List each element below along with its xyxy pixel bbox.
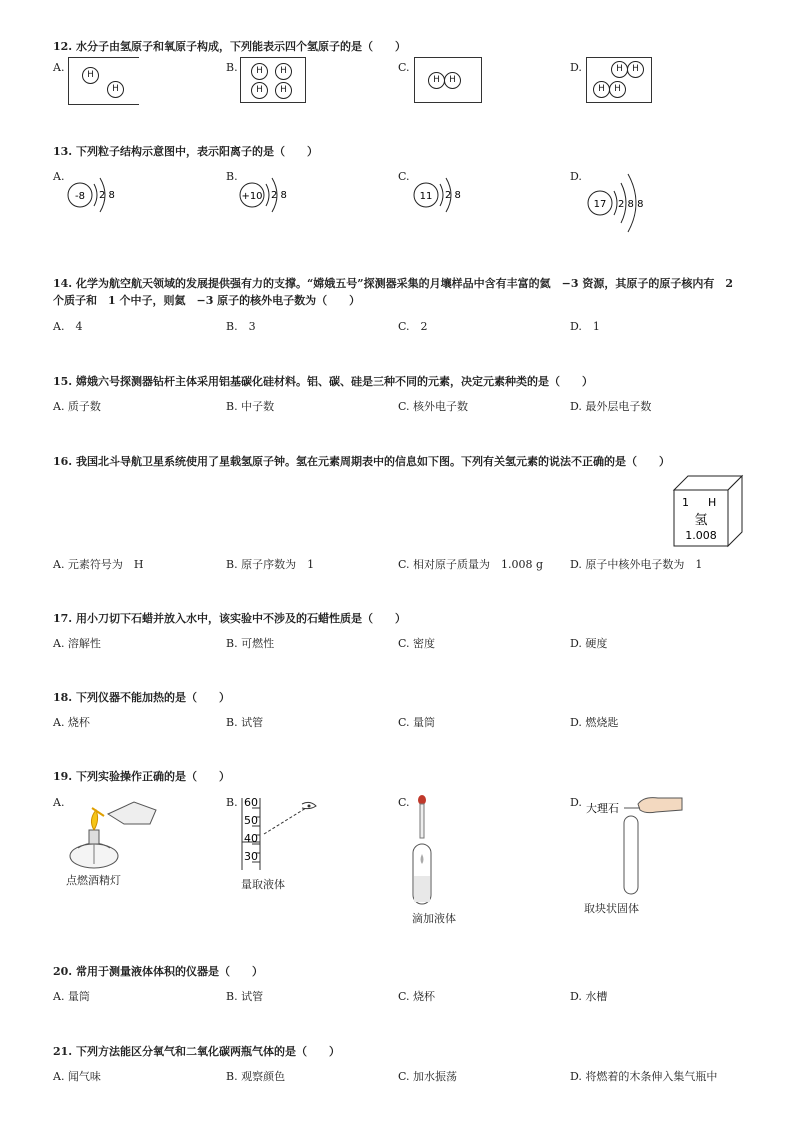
q21-option-d: D. 将燃着的木条伸入集气瓶中 (570, 1070, 718, 1083)
periodic-table-cell-hydrogen (672, 474, 744, 548)
q18-option-a: A. 烧杯 (53, 716, 90, 729)
q20-option-b: B. 试管 (226, 990, 264, 1003)
nucleus-charge: -8 (75, 191, 85, 202)
tick-30: 30 (244, 850, 258, 863)
hydrogen-atom: H (593, 81, 610, 98)
q18-option-d: D. 燃烧匙 (570, 716, 619, 729)
q14-stem: 14. 化学为航空航天领域的发展提供强有力的支撑。“嫦娥五号”探测器采集的月壤样品中含有丰富的氦 −3 资源，其原子的原子核内有 2 个质子和 1 个中子，则氦 −3 原子的核外电子数为（ ） (53, 277, 733, 307)
caption-light-lamp: 点燃酒精灯 (66, 874, 121, 887)
q12-label-a: A. (53, 61, 65, 74)
q13-label-b: B. (226, 170, 238, 183)
q17-option-c: C. 密度 (398, 637, 436, 650)
q12-label-c: C. (398, 61, 410, 74)
measuring-cylinder-illustration (238, 796, 328, 874)
q14-option-c: C. 2 (398, 320, 428, 333)
q14-option-b: B. 3 (226, 320, 256, 333)
q19-label-c: C. (398, 796, 410, 809)
q20-option-c: C. 烧杯 (398, 990, 436, 1003)
atom-structure-diagram-a (66, 172, 126, 218)
caption-take-solid: 取块状固体 (584, 902, 639, 915)
q14-option-a: A. 4 (53, 320, 83, 333)
atom-structure-diagram-d (584, 170, 670, 240)
q12-box-b (240, 57, 306, 103)
caption-add-liquid: 滴加液体 (412, 912, 456, 925)
atomic-number: 1 (682, 496, 689, 509)
q17-option-a: A. 溶解性 (53, 637, 101, 650)
tick-50: 50 (244, 814, 258, 827)
element-symbol: H (708, 496, 717, 509)
q19-label-a: A. (53, 796, 65, 809)
atom-structure-diagram-b (238, 172, 300, 218)
q19-stem: 19. 下列实验操作正确的是（ ） (53, 770, 230, 783)
alcohol-lamp-illustration (64, 794, 164, 872)
q12-stem: 12. 水分子由氢原子和氧原子构成，下列能表示四个氢原子的是（ ） (53, 40, 406, 53)
hydrogen-atom: H (82, 67, 99, 84)
q21-option-c: C. 加水振荡 (398, 1070, 458, 1083)
q21-option-b: B. 观察颜色 (226, 1070, 286, 1083)
atom-structure-diagram-c (412, 172, 474, 218)
q16-option-c: C. 相对原子质量为 1.008 g (398, 558, 544, 571)
q18-stem: 18. 下列仪器不能加热的是（ ） (53, 691, 230, 704)
q13-label-c: C. (398, 170, 410, 183)
q16-option-d: D. 原子中核外电子数为 1 (570, 558, 703, 571)
q16-option-a: A. 元素符号为 H (53, 558, 144, 571)
q12-box-c (414, 57, 482, 103)
q17-stem: 17. 用小刀切下石蜡并放入水中，该实验中不涉及的石蜡性质是（ ） (53, 612, 406, 625)
q17-option-b: B. 可燃性 (226, 637, 275, 650)
atomic-mass: 1.008 (685, 529, 717, 542)
hydrogen-atom: H (428, 72, 445, 89)
q21-option-a: A. 闻气味 (53, 1070, 101, 1083)
electron-shells: 2 8 8 (618, 199, 644, 210)
q16-option-b: B. 原子序数为 1 (226, 558, 315, 571)
hydrogen-atom: H (444, 72, 461, 89)
q16-stem: 16. 我国北斗导航卫星系统使用了星载氢原子钟。氢在元素周期表中的信息如下图。下列有关氢元素的说法不正确的是（ ） (53, 455, 670, 468)
q20-option-d: D. 水槽 (570, 990, 608, 1003)
electron-shells: 2 8 (445, 190, 461, 201)
q13-label-d: D. (570, 170, 582, 183)
q15-option-d: D. 最外层电子数 (570, 400, 652, 413)
q20-stem: 20. 常用于测量液体体积的仪器是（ ） (53, 965, 263, 978)
q18-option-b: B. 试管 (226, 716, 264, 729)
tick-40: 40 (244, 832, 258, 845)
q12-box-a (68, 57, 139, 105)
q13-label-a: A. (53, 170, 65, 183)
hydrogen-atom: H (251, 63, 268, 80)
hydrogen-atom: H (275, 82, 292, 99)
hydrogen-atom: H (275, 63, 292, 80)
q13-stem: 13. 下列粒子结构示意图中，表示阳离子的是（ ） (53, 145, 318, 158)
q15-option-a: A. 质子数 (53, 400, 101, 413)
nucleus-charge: +10 (241, 191, 263, 202)
nucleus-charge: 17 (593, 199, 607, 210)
caption-measure-liquid: 量取液体 (241, 878, 285, 891)
electron-shells: 2 8 (271, 190, 287, 201)
hydrogen-atom: H (609, 81, 626, 98)
q18-option-c: C. 量筒 (398, 716, 436, 729)
test-tube-solid-illustration (584, 794, 694, 898)
q12-label-b: B. (226, 61, 238, 74)
q19-label-d: D. (570, 796, 582, 809)
dropper-test-tube-illustration (410, 794, 450, 908)
element-name: 氢 (694, 513, 708, 528)
q15-option-b: B. 中子数 (226, 400, 275, 413)
q20-option-a: A. 量筒 (53, 990, 90, 1003)
tick-60: 60 (244, 796, 258, 809)
q15-stem: 15. 嫦娥六号探测器钻杆主体采用铝基碳化硅材料。铝、碳、硅是三种不同的元素，决定元素种类的是（ ） (53, 375, 593, 388)
hydrogen-atom: H (107, 81, 124, 98)
q17-option-d: D. 硬度 (570, 637, 608, 650)
hydrogen-atom: H (611, 61, 628, 78)
q15-option-c: C. 核外电子数 (398, 400, 469, 413)
hydrogen-atom: H (627, 61, 644, 78)
q21-stem: 21. 下列方法能区分氧气和二氧化碳两瓶气体的是（ ） (53, 1045, 340, 1058)
hydrogen-atom: H (251, 82, 268, 99)
q12-box-d (586, 57, 652, 103)
q19-label-b: B. (226, 796, 238, 809)
electron-shells: 2 8 (99, 190, 115, 201)
q12-label-d: D. (570, 61, 582, 74)
marble-label: 大理石 (586, 802, 619, 815)
q14-option-d: D. 1 (570, 320, 600, 333)
nucleus-charge: 11 (419, 191, 433, 202)
